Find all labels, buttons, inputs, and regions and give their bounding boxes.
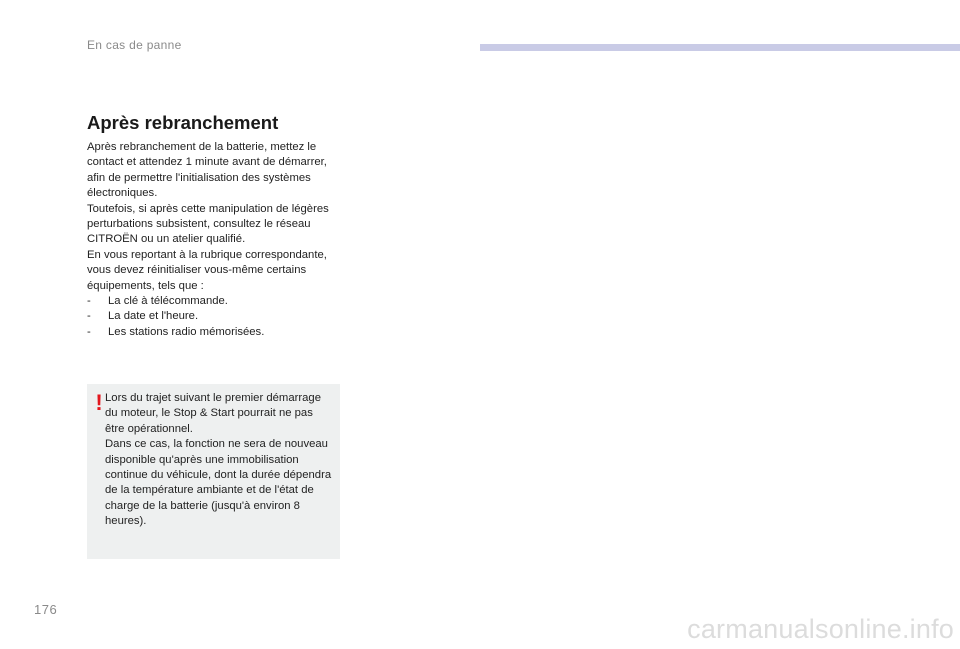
- list-item: [87, 294, 347, 309]
- bullet-dash: -: [87, 295, 91, 308]
- list-item-text: La clé à télécommande.: [108, 295, 228, 308]
- warning-text: [105, 391, 333, 530]
- list-item: [87, 309, 347, 324]
- section-body: [87, 140, 347, 340]
- exclamation-icon: !: [95, 390, 103, 415]
- list-item: [87, 325, 347, 340]
- paragraph: En vous reportant à la rubrique correspondante, vous devez réinitialiser vous-même certains équipements, tels que :: [87, 248, 327, 292]
- bullet-list: [87, 294, 347, 340]
- section-header-label: En cas de panne: [87, 38, 182, 52]
- header-bar: [480, 44, 960, 51]
- list-item-text: La date et l'heure.: [108, 310, 199, 323]
- section-title: Après rebranchement: [87, 112, 279, 133]
- paragraph: Après rebranchement de la batterie, mettez le contact et attendez 1 minute avant de démarrer, afin de permettre l'initialisation des systèmes électroniques.: [87, 141, 327, 200]
- warning-box: [87, 384, 340, 559]
- page-number: 176: [34, 602, 58, 617]
- list-item-text: Les stations radio mémorisées.: [108, 325, 265, 338]
- bullet-dash: -: [87, 310, 91, 323]
- paragraph: Toutefois, si après cette manipulation de légères perturbations subsistent, consultez le réseau CITROËN ou un atelier qualifié.: [87, 202, 329, 246]
- warning-paragraph: Lors du trajet suivant le premier démarrage du moteur, le Stop & Start pourrait ne pas être opérationnel.: [105, 392, 321, 435]
- bullet-dash: -: [87, 325, 91, 338]
- watermark: carmanualsonline.info: [687, 614, 954, 644]
- warning-paragraph: Dans ce cas, la fonction ne sera de nouveau disponible qu'après une immobilisation continue du véhicule, dont la durée dépendra de la température ambiante et de l'état de charge de la batterie (jusqu'à environ 8 heures).: [105, 438, 332, 528]
